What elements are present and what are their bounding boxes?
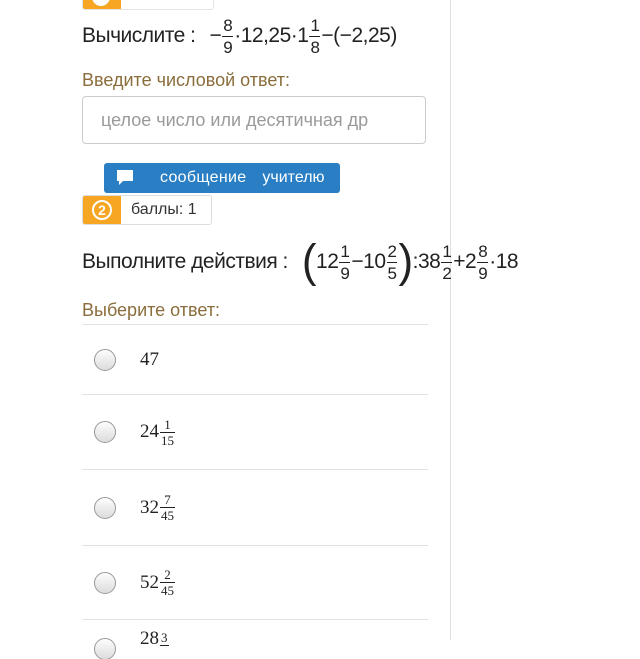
score-label: баллы: 1 (131, 201, 197, 218)
answer-label: Введите числовой ответ: (82, 70, 291, 90)
answer-option[interactable]: 32 $\frac{7}{45}$ (82, 469, 428, 545)
radio-button[interactable] (94, 572, 116, 594)
expr-part: ·12,25·1 (234, 24, 309, 47)
question-2-label: Выполните действия : (82, 250, 288, 273)
expr-part: −(−2,25) (321, 24, 397, 47)
fraction: 3 (161, 630, 168, 645)
choose-label: Выберите ответ: (82, 300, 221, 320)
question-1-badge (82, 0, 214, 10)
expr-minus: − (209, 24, 222, 47)
question-2-text: Выполните действия : ( 12 $\frac{1}{9}$ −10 $\frac{2}{5}$ ) :38 $\frac{1}{2}$ +2 $\frac{8}{9}$ ·18 (82, 235, 519, 288)
open-paren: ( (301, 235, 317, 288)
answer-option[interactable]: 52 $\frac{2}{45}$ (82, 545, 428, 619)
fraction: $\frac{7}{45}$ (161, 492, 174, 523)
question-1-text (82, 16, 397, 56)
message-button-label: учителю (262, 169, 325, 186)
answer-option[interactable]: 28 3 (82, 619, 428, 659)
question-2-badge (82, 195, 212, 225)
answer-option[interactable]: 47 (82, 324, 428, 394)
radio-button[interactable] (94, 497, 116, 519)
fraction: $\frac{1}{15}$ (161, 416, 174, 448)
numeric-answer-input[interactable] (82, 96, 426, 144)
fraction: $\frac{1}{8}$ (310, 15, 320, 57)
fraction: $\frac{2}{45}$ (161, 567, 174, 598)
answer-option[interactable]: 24 $\frac{1}{15}$ (82, 394, 428, 469)
answer-options (82, 324, 428, 659)
question-1-label: Вычислите : (82, 24, 196, 47)
radio-button[interactable] (94, 638, 116, 659)
message-button-label: сообщение (160, 169, 247, 186)
fraction: $\frac{8}{9}$ (223, 15, 233, 57)
message-teacher-button[interactable] (104, 163, 340, 193)
fraction: $\frac{1}{9}$ (340, 241, 350, 283)
content-border (450, 0, 451, 640)
close-paren: ) (398, 235, 413, 288)
fraction: $\frac{2}{5}$ (387, 241, 397, 283)
fraction: $\frac{1}{2}$ (442, 241, 452, 283)
speech-bubble-icon (116, 169, 134, 187)
radio-button[interactable] (94, 421, 116, 443)
fraction: $\frac{8}{9}$ (478, 241, 488, 283)
question-number: 2 (92, 200, 112, 220)
radio-button[interactable] (94, 349, 116, 371)
